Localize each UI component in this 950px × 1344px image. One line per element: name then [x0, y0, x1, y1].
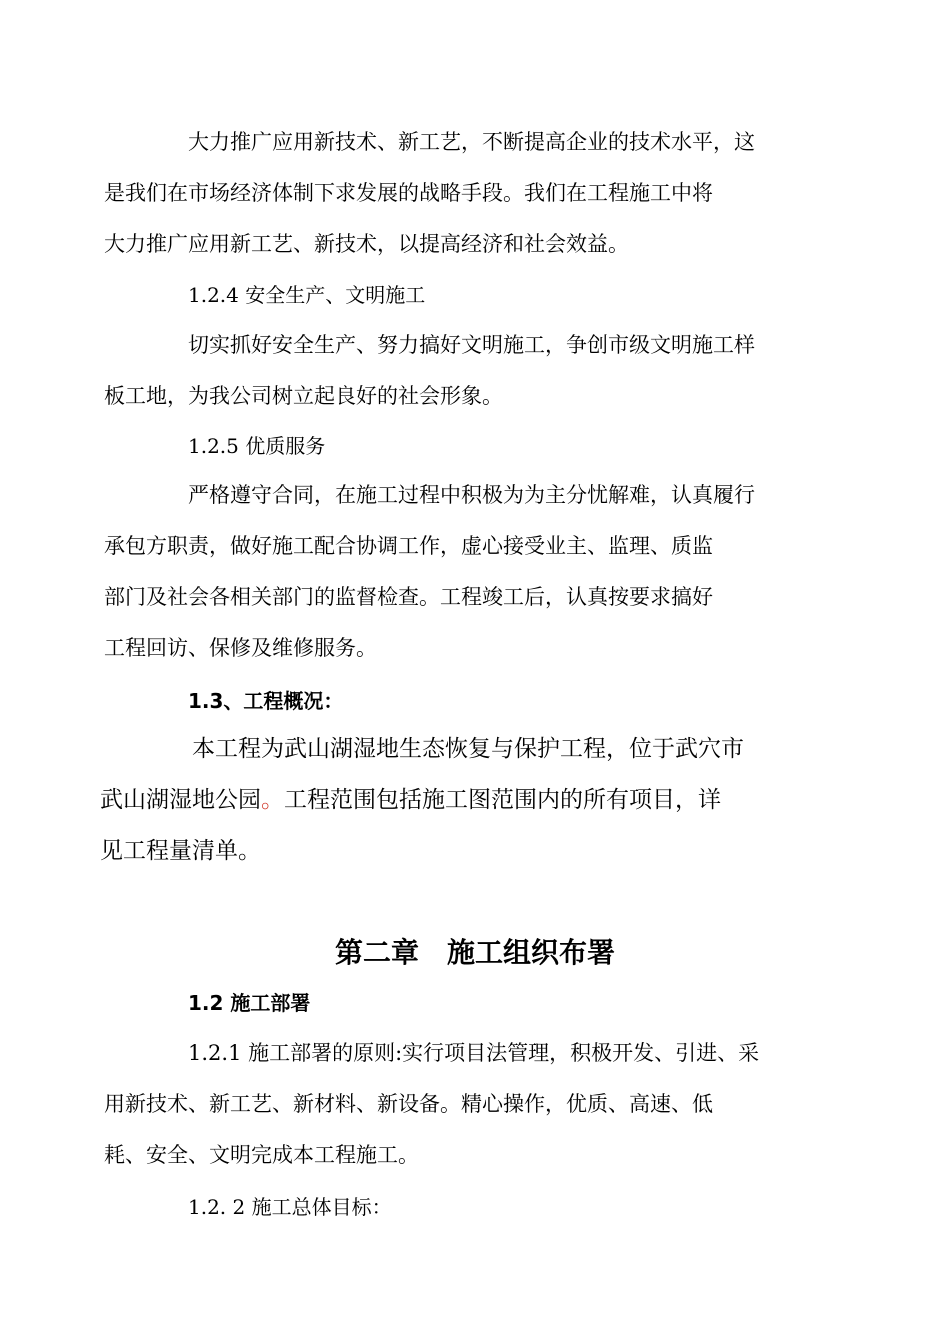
paragraph-service [104, 470, 806, 674]
text-line: 大力推广应用新技术、新工艺，不断提高企业的技术水平，这 [188, 130, 755, 154]
section-heading-1-3: 1.3、工程概况： [188, 689, 344, 713]
text-line: 切实抓好安全生产、努力搞好文明施工，争创市级文明施工样 [188, 333, 755, 357]
text-line: 部门及社会各相关部门的监督检查。工程竣工后，认真按要求搞好 [104, 585, 713, 609]
text-line: 用新技术、新工艺、新材料、新设备。精心操作，优质、高速、低 [104, 1092, 713, 1116]
text-line: 承包方职责，做好施工配合协调工作，虚心接受业主、监理、质监 [104, 534, 713, 558]
red-punctuation: 。 [261, 787, 284, 813]
chapter-title: 第二章 施工组织布署 [334, 936, 615, 969]
text-line: 1.2.1 施工部署的原则:实行项目法管理，积极开发、引进、采 [188, 1041, 760, 1065]
text-line: 严格遵守合同，在施工过程中积极为为主分忧解难，认真履行 [188, 483, 755, 507]
text-line: 工程回访、保修及维修服务。 [104, 636, 377, 660]
section-heading-1-2-2: 1.2. 2 施工总体目标： [188, 1195, 392, 1219]
text-line: 耗、安全、文明完成本工程施工。 [104, 1143, 419, 1167]
paragraph-deployment [104, 1028, 806, 1181]
text-line: 本工程为武山湖湿地生态恢复与保护工程，位于武穴市 [192, 736, 744, 762]
text-line: 见工程量清单。 [100, 838, 261, 864]
text-segment: 武山湖湿地公园 [100, 787, 261, 813]
section-heading-1-2: 1.2 施工部署 [188, 991, 311, 1015]
paragraph-overview [100, 724, 808, 877]
text-line [100, 775, 808, 826]
section-heading-1-2-5: 1.2.5 优质服务 [188, 434, 326, 458]
paragraph-technology [104, 117, 806, 270]
text-line: 是我们在市场经济体制下求发展的战略手段。我们在工程施工中将 [104, 181, 713, 205]
text-segment: 工程范围包括施工图范围内的所有项目，详 [284, 787, 721, 813]
paragraph-safety [104, 320, 806, 422]
section-heading-1-2-4: 1.2.4 安全生产、文明施工 [188, 283, 426, 307]
text-line: 板工地，为我公司树立起良好的社会形象。 [104, 384, 503, 408]
text-line: 大力推广应用新工艺、新技术，以提高经济和社会效益。 [104, 232, 629, 256]
